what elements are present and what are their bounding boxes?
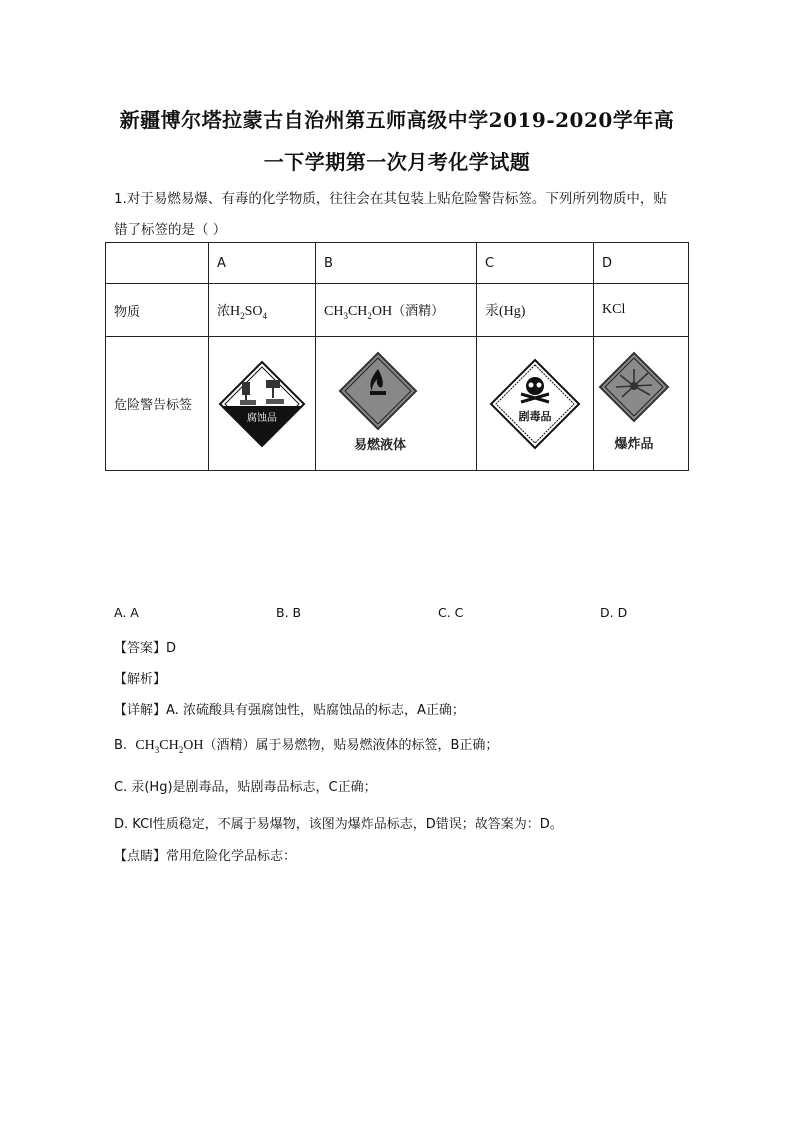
detail-b-formula: $CH_3CH_2OH$: [135, 738, 204, 755]
detail-b-prefix: B.: [114, 738, 128, 753]
answer-line: [114, 637, 176, 656]
analysis-tag: 【解析】: [114, 672, 167, 687]
substance-b-note: （酒精）: [392, 303, 445, 319]
substance-b-formula: $CH_3CH_2OH$: [324, 303, 393, 321]
header-cell-empty: [106, 243, 209, 284]
detail-a-line: [114, 699, 465, 718]
option-c: C. C: [438, 605, 464, 620]
detail-c-line: C. 汞(Hg)是剧毒品，贴剧毒品标志，C正确；: [114, 780, 377, 795]
header-cell-a: A: [209, 243, 316, 284]
sign-row-label: 危险警告标签: [106, 337, 209, 471]
answer-tag: 【答案】: [114, 641, 167, 656]
explosive-sign-icon: [596, 349, 686, 459]
toxic-sign-text: 剧毒品: [518, 409, 552, 423]
header-cell-b: B: [316, 243, 477, 284]
hazard-label-table: [105, 242, 689, 471]
tip-text: 常用危险化学品标志：: [166, 849, 297, 864]
question-stem-line-2: 错了标签的是（ ）: [114, 222, 227, 238]
substance-a-formula: $H_2SO_4$: [230, 303, 268, 321]
option-a: A. A: [114, 605, 139, 620]
question-stem-line-1: 1.对于易燃易爆、有毒的化学物质，往往会在其包装上贴危险警告标签。下列所列物质中，贴: [114, 191, 667, 207]
detail-a: A. 浓硫酸具有强腐蚀性，贴腐蚀品的标志，A正确；: [166, 703, 465, 718]
substance-c: 汞(Hg): [477, 284, 594, 337]
sign-row: [106, 337, 689, 471]
flammable-liquid-sign-text: 易燃液体: [353, 437, 407, 453]
substance-a-prefix: 浓: [217, 303, 231, 319]
substance-b: [316, 284, 477, 337]
table-header-row: [106, 243, 689, 284]
detail-b-line: [114, 734, 498, 755]
detail-d-line: D. KCl性质稳定，不属于易爆物，该图为爆炸品标志，D错误；故答案为：D。: [114, 817, 563, 832]
option-b: B. B: [276, 605, 302, 620]
substance-d: KCl: [594, 284, 689, 337]
page-title-line-1: 新疆博尔塔拉蒙古自治州第五师高级中学2019-2020学年高: [119, 108, 675, 132]
answer-value: D: [166, 641, 177, 656]
page-title-line-2: 一下学期第一次月考化学试题: [263, 150, 531, 174]
tip-line: [114, 845, 296, 864]
header-cell-d: D: [594, 243, 689, 284]
option-d: D. D: [600, 605, 628, 620]
toxic-sign-icon: [487, 356, 583, 452]
substance-row-label: 物质: [106, 284, 209, 337]
header-cell-c: C: [477, 243, 594, 284]
tip-tag: 【点睛】: [114, 849, 167, 864]
corrosive-sign-icon: [216, 358, 308, 450]
explosive-sign-text: 爆炸品: [614, 436, 654, 452]
flammable-liquid-sign-icon: [336, 349, 456, 459]
detail-b-rest: （酒精）属于易燃物，贴易燃液体的标签，B正确；: [203, 738, 499, 753]
corrosive-sign-text: 腐蚀品: [247, 412, 277, 424]
substance-row: [106, 284, 689, 337]
details-tag: 【详解】: [114, 703, 167, 718]
substance-a: [209, 284, 316, 337]
